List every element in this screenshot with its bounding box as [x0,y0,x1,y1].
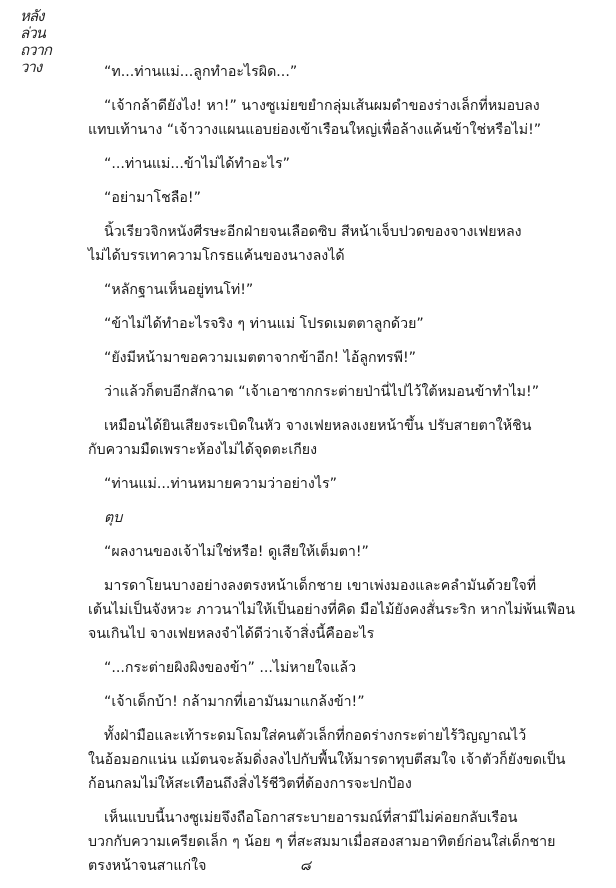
page-body [88,60,575,888]
paragraph [88,346,528,370]
paragraph-line: บวกกับความเครียดเล็ก ๆ น้อย ๆ ที่สะสมมาเมื่อสองสามอาทิตย์ก่อนใส่เด็กชาย [88,834,556,850]
paragraph-line: “...กระต่ายผิงผิงของข้า” ...ไม่หายใจแล้ว [104,660,357,676]
paragraph-gap [88,462,528,472]
logo-line: ถวาก [20,41,52,59]
paragraph-gap [88,370,528,380]
paragraph [88,186,528,210]
paragraph-line: ตรงหน้าจนสาแก่ใจ [88,858,207,874]
paragraph-line: ไม่ได้บรรเทาความโกรธแค้นของนางลงได้ [88,248,345,264]
paragraph [88,380,540,404]
paragraph-line: “เจ้ากล้าดียังไง! หา!” นางซูเม่ยขยำกลุ่มเส้นผมดำของร่างเล็กที่หมอบลง [104,98,540,114]
paragraph [88,656,528,680]
paragraph-gap [88,142,528,152]
paragraph-gap [88,796,528,806]
paragraph [88,312,528,336]
paragraph-line: ในอ้อมอกแน่น แม้ตนจะล้มดิ่งลงไปกับพื้นให้มารดาทุบตีสมใจ เจ้าตัวก็ยังขดเป็น [88,752,566,768]
paragraph-line: เหมือนได้ยินเสียงระเบิดในหัว จางเฟยหลงเงยหน้าขึ้น ปรับสายตาให้ชิน [104,418,532,434]
paragraph-gap [88,84,528,94]
paragraph [88,414,532,462]
paragraph-line: “ข้าไม่ได้ทำอะไรจริง ๆ ท่านแม่ โปรดเมตตาลูกด้วย” [104,316,424,332]
paragraph-gap [88,404,528,414]
paragraph [88,574,575,646]
paragraph-line: จนเกินไป จางเฟยหลงจำได้ดีว่าเจ้าสิ่งนี้คืออะไร [88,626,375,642]
paragraph-line: ก้อนกลมไม่ให้สะเทือนถึงสิ่งไร้ชีวิตที่ต้องการจะปกป้อง [88,776,412,792]
paragraph-gap [88,302,528,312]
paragraph [88,60,528,84]
paragraph-line: ทั้งฝ่ามือและเท้าระดมโถมใส่คนตัวเล็กที่กอดร่างกระต่ายไร้วิญญาณไว้ [104,728,527,744]
paragraph [88,94,542,142]
paragraph-line: “เจ้าเด็กบ้า! กล้ามากที่เอามันมาแกล้งข้า!” [104,694,365,710]
paragraph-gap [88,496,528,506]
paragraph-line: ตุบ [104,510,123,526]
paragraph [88,472,528,496]
paragraph-line: แทบเท้านาง “เจ้าวางแผนแอบย่องเข้าเรือนใหญ่เพื่อล้างแค้นข้าใช่หรือไม่!” [88,122,542,138]
paragraph-gap [88,564,528,574]
paragraph-line: เห็นแบบนี้นางซูเม่ยจึงถือโอกาสระบายอารมณ์ที่สามีไม่ค่อยกลับเรือน [104,810,518,826]
logo-line: หลัง [20,7,44,25]
paragraph-line: “ผลงานของเจ้าไม่ใช่หรือ! ดูเสียให้เต็มตา!” [104,544,369,560]
paragraph-line: “อย่ามาโชลือ!” [104,190,201,206]
paragraph [88,278,528,302]
paragraph-line: “ท...ท่านแม่...ลูกทำอะไรผิด...” [104,64,298,80]
paragraph-gap [88,530,528,540]
paragraph [88,690,528,714]
paragraph-gap [88,714,528,724]
paragraph-gap [88,176,528,186]
paragraph-gap [88,680,528,690]
paragraph-line: “หลักฐานเห็นอยู่ทนโท่!” [104,282,254,298]
paragraph-line: เต้นไม่เป็นจังหวะ ภาวนาไม่ให้เป็นอย่างที่คิด มือไม้ยังคงสั่นระริก หากไม่พ้นเฟือน [88,602,575,618]
paragraph-gap [88,336,528,346]
paragraph-line: ว่าแล้วก็ตบอีกสักฉาด “เจ้าเอาซากกระต่ายป่านี่ไปไว้ใต้หมอนข้าทำไม!” [104,384,540,400]
paragraph-line: มารดาโยนบางอย่างลงตรงหน้าเด็กชาย เขาเพ่งมองและคลำมันด้วยใจที่ [104,578,537,594]
paragraph-gap [88,646,528,656]
paragraph-gap [88,210,528,220]
paragraph-line: “ท่านแม่...ท่านหมายความว่าอย่างไร” [104,476,337,492]
paragraph [88,540,528,564]
paragraph [88,724,566,796]
publisher-logo [20,8,64,82]
logo-line: วาง [20,58,42,76]
paragraph-line: นิ้วเรียวจิกหนังศีรษะอีกฝ่ายจนเลือดซิบ สีหน้าเจ็บปวดของจางเฟยหลง [104,224,522,240]
paragraph [88,152,528,176]
paragraph-gap [88,268,528,278]
paragraph-line: “ยังมีหน้ามาขอความเมตตาจากข้าอีก! ไอ้ลูกทรพี!” [104,350,417,366]
paragraph-line: “...ท่านแม่...ข้าไม่ได้ทำอะไร” [104,156,290,172]
paragraph [88,220,528,268]
paragraph-line: กับความมืดเพราะห้องไม่ได้จุดตะเกียง [88,442,318,458]
paragraph [88,506,528,530]
logo-line: ล่วน [20,24,45,42]
page-number: ๘ [300,858,311,874]
